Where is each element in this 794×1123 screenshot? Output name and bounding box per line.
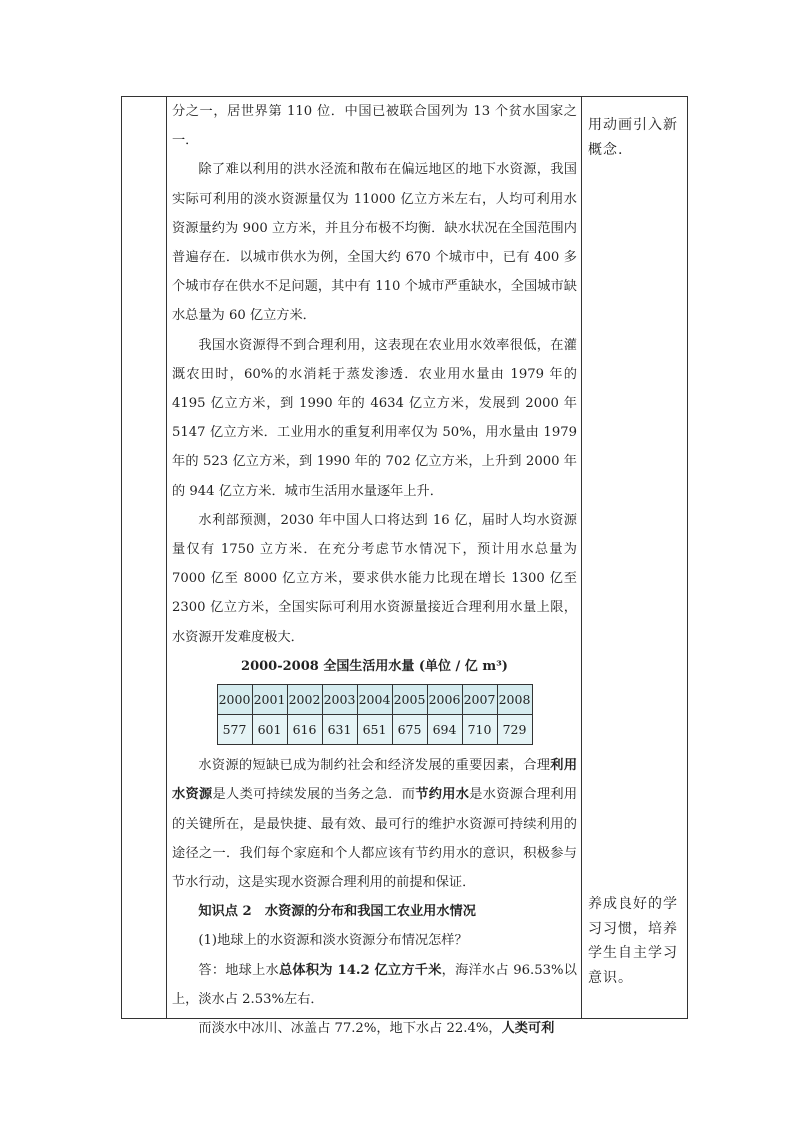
table-header-cell: 2000 xyxy=(217,684,252,714)
paragraph-1: 除了难以利用的洪水泾流和散布在偏远地区的地下水资源，我国实际可利用的淡水资源量仅为 11000 亿立方米左右，人均可利用水资源量约为 900 立方米，并且分布极不均衡．缺水状况在全国范围内普遍存在．以城市供水为例，全国大约 670 个城市中，已有 400 多个城市存在供水不足问题，其中有 110 个城市严重缺水，全国城市缺水总量为 60 亿立方米． xyxy=(172,162,577,324)
paragraph-2: 我国水资源得不到合理利用，这表现在农业用水效率很低，在灌溉农田时，60%的水消耗于蒸发渗透．农业用水量由 1979 年的 4195 亿立方米，到 1990 年的 4634 亿立方米，发展到 2000 年 5147 亿立方米．工业用水的重复利用率仅为 50%，用水量由 1979 年的 523 亿立方米，到 1990 年的 702 亿立方米，上升到 2000 年的 944 亿立方米．城市生活用水量逐年上升． xyxy=(172,337,577,499)
water-usage-table xyxy=(217,684,533,745)
table-title: 2000-2008 全国生活用水量 (单位 / 亿 m³) xyxy=(241,658,508,674)
table-cell: 694 xyxy=(427,715,462,745)
table-header-cell: 2002 xyxy=(287,684,322,714)
table-row xyxy=(217,715,532,745)
paragraph-3: 水利部预测，2030 年中国人口将达到 16 亿，届时人均水资源量仅有 1750 立方米．在充分考虑节水情况下，预计用水总量为 7000 亿至 8000 亿立方米，要求供水能力比现在增长 1300 亿至 2300 亿立方米，全国实际可利用水资源量接近合理利用水量上限，水资源开发难度极大． xyxy=(172,512,577,645)
lesson-table xyxy=(121,96,688,1037)
answer-1 xyxy=(172,956,577,1014)
paragraph-4-bold-b: 节约用水 xyxy=(415,787,470,803)
table-header-cell: 2007 xyxy=(462,684,497,714)
table-header-cell: 2004 xyxy=(357,684,392,714)
column-divider-left xyxy=(166,97,167,1018)
answer-2 xyxy=(172,1014,577,1043)
paragraph-4-text-b: 是人类可持续发展的当务之急．而 xyxy=(212,787,416,803)
table-header-cell: 2005 xyxy=(392,684,427,714)
main-content xyxy=(172,97,577,1043)
table-header-cell: 2003 xyxy=(322,684,357,714)
table-header-cell: 2008 xyxy=(497,684,532,714)
paragraph-4-text-c: 是水资源合理利用的关键所在，是最快捷、最有效、最可行的维护水资源可持续利用的途径之一．我们每个家庭和个人都应该有节约用水的意识，积极参与节水行动，这是实现水资源合理利用的前提和保证． xyxy=(172,787,578,891)
table-cell: 631 xyxy=(322,715,357,745)
answer-1-text-b: ，海洋水占 96.53%以上，淡水占 2.53%左右． xyxy=(172,962,577,1007)
table-cell: 710 xyxy=(462,715,497,745)
paragraph-4 xyxy=(172,751,577,897)
knowledge-point-title-text: 知识点 2 水资源的分布和我国工农业用水情况 xyxy=(198,904,476,920)
paragraph-4-bold-a: 利用水资源 xyxy=(172,758,578,803)
answer-1-bold: 总体积为 14.2 亿立方千米 xyxy=(278,962,442,978)
answer-1-text-a: 答：地球上水 xyxy=(198,962,279,978)
column-divider-right xyxy=(581,97,582,1018)
side-note-2: 养成良好的学习习惯，培养学生自主学习意识。 xyxy=(588,896,678,986)
paragraph-4-text-a: 水资源的短缺已成为制约社会和经济发展的重要因素，合理 xyxy=(198,758,551,774)
table-cell: 616 xyxy=(287,715,322,745)
table-header-cell: 2001 xyxy=(252,684,287,714)
question-1: (1)地球上的水资源和淡水资源分布情况怎样？ xyxy=(198,933,468,949)
table-cell: 729 xyxy=(497,715,532,745)
side-note-1: 用动画引入新概念. xyxy=(588,117,678,158)
answer-2-text: 而淡水中冰川、冰盖占 77.2%，地下水占 22.4%， xyxy=(198,1021,502,1037)
table-header-row xyxy=(217,684,532,714)
knowledge-point-title xyxy=(172,897,577,926)
paragraph-0: 分之一，居世界第 110 位．中国已被联合国列为 13 个贫水国家之一． xyxy=(172,104,577,149)
table-cell: 601 xyxy=(252,715,287,745)
table-cell: 577 xyxy=(217,715,252,745)
table-cell: 651 xyxy=(357,715,392,745)
answer-2-bold: 人类可利 xyxy=(501,1021,555,1037)
table-header-cell: 2006 xyxy=(427,684,462,714)
table-cell: 675 xyxy=(392,715,427,745)
